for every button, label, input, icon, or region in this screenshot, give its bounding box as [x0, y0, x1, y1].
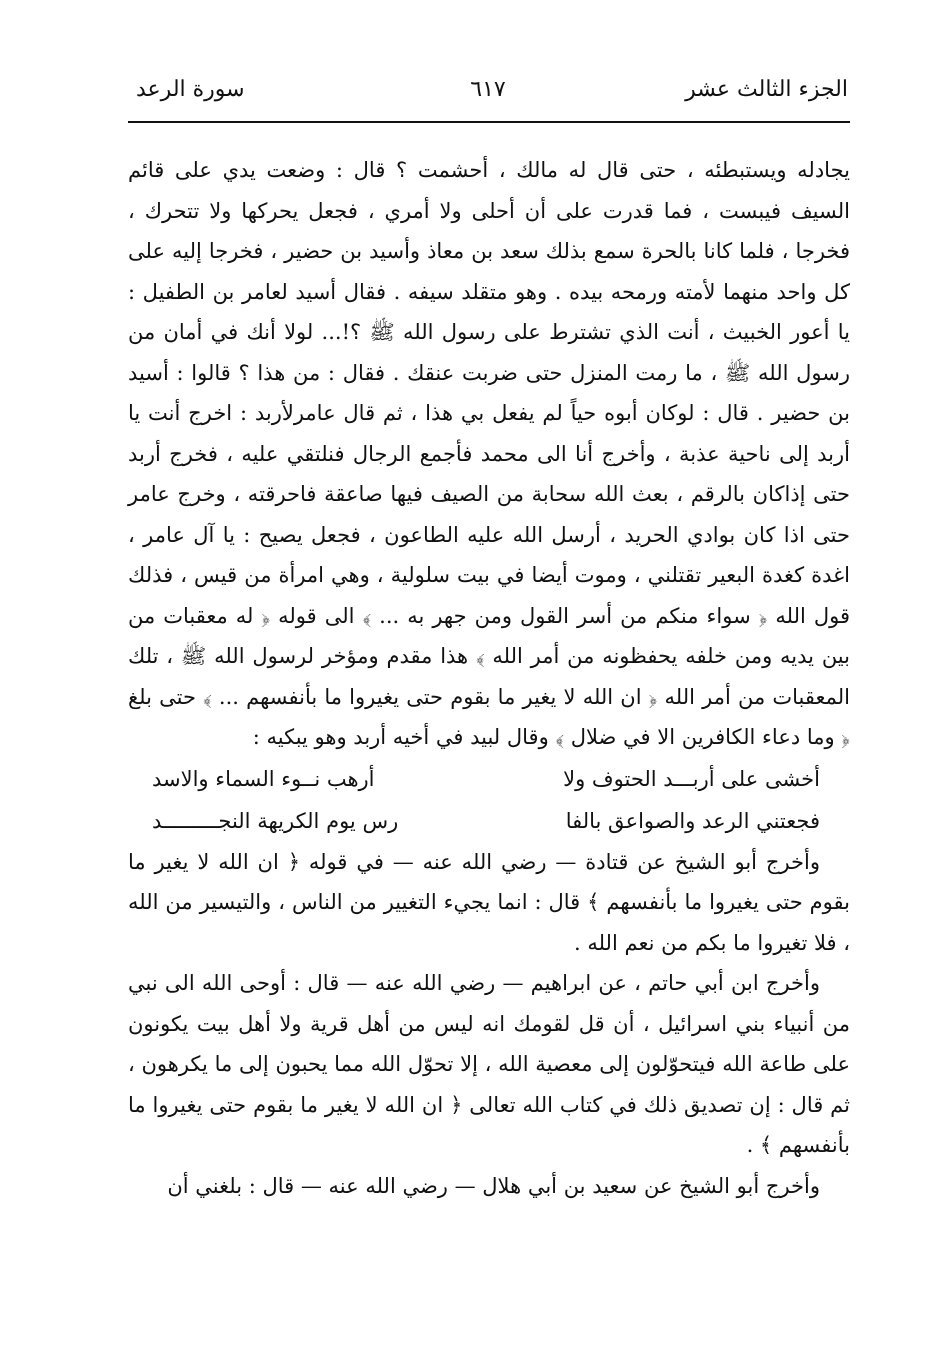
- paragraph: وأخرج أبو الشيخ عن قتادة — رضي الله عنه — في قوله ﴿ ان الله لا يغير ما بقوم حتى يغيروا ما بأنفسهم ﴾ قال : انما يجيء التغيير من الناس ، والتيسير من الله ، فلا تغيروا ما بكم من نعم الله .: [128, 849, 850, 955]
- paragraph: وأخرج ابن أبي حاتم ، عن ابراهيم — رضي الله عنه — قال : أوحى الله الى نبي من أنبياء بني اسرائيل ، أن قل لقومك انه ليس من أهل قرية ولا أهل بيت يكونون على طاعة الله فيتحوّلون إلى معصية الله ، إلا تحوّل الله مما يحبون إلى ما يكرهون ، ثم قال : إن تصديق ذلك في كتاب الله تعالى ﴿ ان الله لا يغير ما بقوم حتى يغيروا ما بأنفسهم ﴾ .: [128, 971, 850, 1157]
- body-text: [128, 150, 850, 1206]
- page-number: ٦١٧: [470, 77, 506, 102]
- poem-verse: [128, 758, 850, 800]
- paragraph: يجادله ويستبطئه ، حتى قال له مالك ، أحشمت ؟ قال : وضعت يدي على قائم السيف فيبست ، فما قدرت على أن أحلى ولا أمري ، فجعل يحركها ولا تتحرك ، فخرجا ، فلما كانا بالحرة سمع بذلك سعد بن معاذ وأسيد بن حضير ، فخرجا إليه على كل واحد منهما لأمته ورمحه بيده . وهو متقلد سيفه . فقال أسيد لعامر بن الطفيل : يا أعور الخبيث ، أنت الذي تشترط على رسول الله ﷺ ؟!... لولا أنك في أمان من رسول الله ﷺ ، ما رمت المنزل حتى ضربت عنقك . فقال : من هذا ؟ قالوا : أسيد بن حضير . قال : لوكان أبوه حياً لم يفعل بي هذا ، ثم قال عامرلأربد : اخرج أنت يا أربد إلى ناحية عذبة ، وأخرج أنا الى محمد فأجمع الرجال فنلتقي عليه ، فخرج أربد حتى إذاكان بالرقم ، بعث الله سحابة من الصيف فيها صاعقة فاحرقته ، وخرج عامر حتى اذا كان بوادي الحريد ، أرسل الله عليه الطاعون ، فجعل يصيح : يا آل عامر ، اغدة كغدة البعير تقتلني ، وموت أيضا في بيت سلولية ، وهي امرأة من قيس ، فذلك قول الله ﴿ سواء منكم من أسر القول ومن جهر به ... ﴾ الى قوله ﴿ له معقبات من بين يديه ومن خلفه يحفظونه من أمر الله ﴾ هذا مقدم ومؤخر لرسول الله ﷺ ، تلك المعقبات من أمر الله ﴿ ان الله لا يغير ما بقوم حتى يغيروا ما بأنفسهم ... ﴾ حتى بلغ ﴿ وما دعاء الكافرين الا في ضلال ﴾ وقال لبيد في أخيه أربد وهو يبكيه :: [128, 158, 850, 749]
- poem-hemistich: أرهب نــوء السماء والاسد: [152, 766, 375, 791]
- poem-verse: [128, 800, 850, 842]
- part-label: الجزء الثالث عشر: [685, 77, 848, 102]
- poem: [128, 758, 850, 842]
- paragraph: وأخرج أبو الشيخ عن سعيد بن أبي هلال — رضي الله عنه — قال : بلغني أن: [167, 1173, 820, 1198]
- poem-hemistich: أخشى على أربـــد الحتوف ولا: [563, 766, 820, 791]
- poem-hemistich: فجعتني الرعد والصواعق بالفا: [565, 808, 820, 833]
- surah-label: سورة الرعد: [136, 77, 245, 102]
- poem-hemistich: رس يوم الكريهة النجـــــــــد: [152, 808, 399, 833]
- header-divider: [128, 121, 850, 123]
- page-header: [128, 72, 848, 112]
